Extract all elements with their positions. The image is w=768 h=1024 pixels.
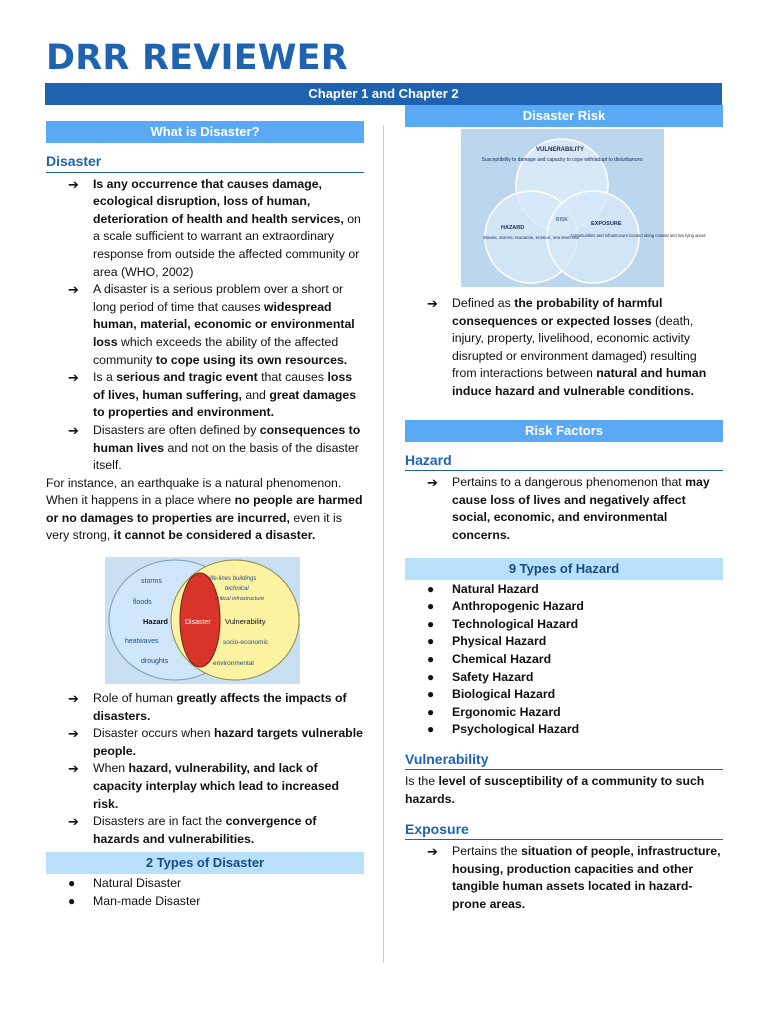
risk-exposure-title: EXPOSURE (591, 221, 622, 227)
risk-hazard-text: Waves, storms, tsunamis, erosion, sea level rise (483, 235, 580, 240)
risk-center: RISK (556, 217, 568, 223)
arrow-icon: ➔ (427, 296, 438, 311)
venn-disaster: Disaster (185, 619, 211, 627)
hazard-definition-list (405, 474, 723, 544)
vulnerability-definition: Is the level of susceptibility of a community to such hazards. (405, 774, 705, 807)
risk-svg (461, 129, 706, 287)
venn-heatwaves: heatwaves (125, 638, 159, 646)
right-column (405, 105, 723, 914)
bullet-icon: ● (427, 581, 435, 596)
bullet-icon: ● (427, 651, 435, 666)
bullet-icon: ● (427, 599, 435, 614)
list-item: ➔ A disaster is a serious problem over a short or long period of time that causes widespread human, material, economic or environmental loss which exceeds the ability of the affected community to cope using its own resources. (68, 282, 355, 367)
list-item: ➔ Pertains to a dangerous phenomenon that may cause loss of lives and negatively affect social, economic, and environmental concerns. (427, 475, 710, 542)
disaster-risk-bar: Disaster Risk (405, 105, 723, 127)
hazard-types-list (405, 581, 723, 739)
bullet-icon: ● (427, 687, 435, 702)
column-divider (383, 125, 384, 963)
list-item: ● Physical Hazard (405, 633, 723, 651)
risk-definition-list (405, 295, 723, 401)
risk-venn-diagram (461, 129, 706, 287)
arrow-icon: ➔ (68, 422, 79, 438)
arrow-icon: ➔ (68, 726, 79, 742)
list-item: ➔ Role of human greatly affects the impacts of disasters. (68, 691, 347, 723)
risk-hazard-title: HAZARD (501, 225, 525, 231)
list-item: ● Psychological Hazard (405, 721, 723, 739)
list-item: ● Safety Hazard (405, 669, 723, 687)
earthquake-example: For instance, an earthquake is a natural phenomenon. When it happens in a place where no people are harmed or no damages to properties are incurred, even it is very strong, it cannot be considered a disaster. (46, 475, 363, 543)
venn-socio: socio-economic (223, 639, 269, 647)
arrow-icon: ➔ (427, 844, 438, 860)
bullet-icon: ● (427, 722, 435, 737)
left-column (46, 121, 364, 911)
list-item: ➔ Disasters are often defined by consequences to human lives and not on the basis of the disaster itself. (68, 422, 361, 473)
venn-svg (105, 557, 300, 684)
arrow-icon: ➔ (68, 761, 79, 777)
risk-vuln-title: VULNERABILITY (536, 147, 584, 153)
arrow-icon: ➔ (427, 475, 438, 491)
hazard-heading: Hazard (405, 452, 723, 472)
risk-vuln-text: Susceptibility to damage and capacity to cope with/adapt to disturbances (481, 157, 643, 163)
list-item: ➔ Defined as the probability of harmful consequences or expected losses (death, injury, property, livelihood, economic activity disrupted or environment damaged) resulting from interactions between natural and human induce hazard and vulnerable conditions. (427, 296, 707, 398)
bullet-icon: ● (427, 616, 435, 631)
bullet-icon: ● (427, 704, 435, 719)
list-item: ● Man-made Disaster (46, 893, 364, 911)
list-item: ➔ Pertains the situation of people, infrastructure, housing, production capacities and other tangible human assets located in hazard-prone areas. (427, 844, 721, 912)
list-item: ● Natural Disaster (46, 875, 364, 893)
human-role-list (46, 690, 364, 848)
disaster-definition-list (46, 176, 364, 475)
venn-critical: critical infrastructure (215, 596, 265, 603)
list-item: ➔ Disasters are in fact the convergence of hazards and vulnerabilities. (68, 814, 317, 846)
list-item: ● Anthropogenic Hazard (405, 598, 723, 616)
bullet-icon: ● (427, 669, 435, 684)
types-of-disaster-bar: 2 Types of Disaster (46, 852, 364, 874)
arrow-icon: ➔ (68, 176, 79, 192)
list-item: ● Natural Hazard (405, 581, 723, 599)
venn-technical: technical (225, 586, 249, 593)
page-title: DRR REVIEWER (46, 38, 348, 78)
nine-types-bar: 9 Types of Hazard (405, 558, 723, 580)
list-item: ● Ergonomic Hazard (405, 704, 723, 722)
bullet-icon: ● (68, 894, 76, 908)
disaster-heading: Disaster (46, 153, 364, 173)
risk-factors-bar: Risk Factors (405, 420, 723, 442)
list-item: ➔ When hazard, vulnerability, and lack of capacity interplay which lead to increased risk. (68, 761, 340, 811)
list-item: ➔ Is a serious and tragic event that causes loss of lives, human suffering, and great damages to properties and environment. (68, 370, 357, 420)
arrow-icon: ➔ (68, 282, 79, 298)
arrow-icon: ➔ (68, 370, 79, 386)
venn-droughts: droughts (141, 658, 169, 666)
venn-hazard: Hazard (143, 617, 169, 627)
disaster-venn-diagram (105, 557, 300, 684)
list-item: ➔ Is any occurrence that causes damage, ecological disruption, loss of human, deterioration of health and health services, on a scale sufficient to warrant an extraordinary response from outside the affected community or area (WHO, 2002) (68, 176, 361, 279)
vulnerability-heading: Vulnerability (405, 751, 723, 771)
exposure-definition-list (405, 843, 723, 913)
venn-floods: floods (133, 599, 152, 607)
bullet-icon: ● (427, 634, 435, 649)
venn-environmental: environmental (213, 660, 254, 668)
list-item: ➔ Disaster occurs when hazard targets vulnerable people. (68, 726, 363, 758)
arrow-icon: ➔ (68, 691, 79, 707)
risk-exposure-text: Communities and infrastrucure located along coastal and low lying areas (571, 233, 706, 238)
arrow-icon: ➔ (68, 814, 79, 830)
venn-vulnerability: Vulnerability (225, 617, 266, 627)
list-item: ● Biological Hazard (405, 686, 723, 704)
chapter-banner: Chapter 1 and Chapter 2 (45, 83, 722, 105)
bullet-icon: ● (68, 876, 76, 891)
list-item: ● Technological Hazard (405, 616, 723, 634)
list-item: ● Chemical Hazard (405, 651, 723, 669)
what-is-disaster-bar: What is Disaster? (46, 121, 364, 143)
disaster-types-list (46, 875, 364, 910)
venn-storms: storms (141, 578, 162, 586)
exposure-heading: Exposure (405, 821, 723, 841)
svg-text:Susceptibility to damage and c (482, 157, 643, 163)
venn-lifelines: life-lines buildings (209, 576, 257, 583)
